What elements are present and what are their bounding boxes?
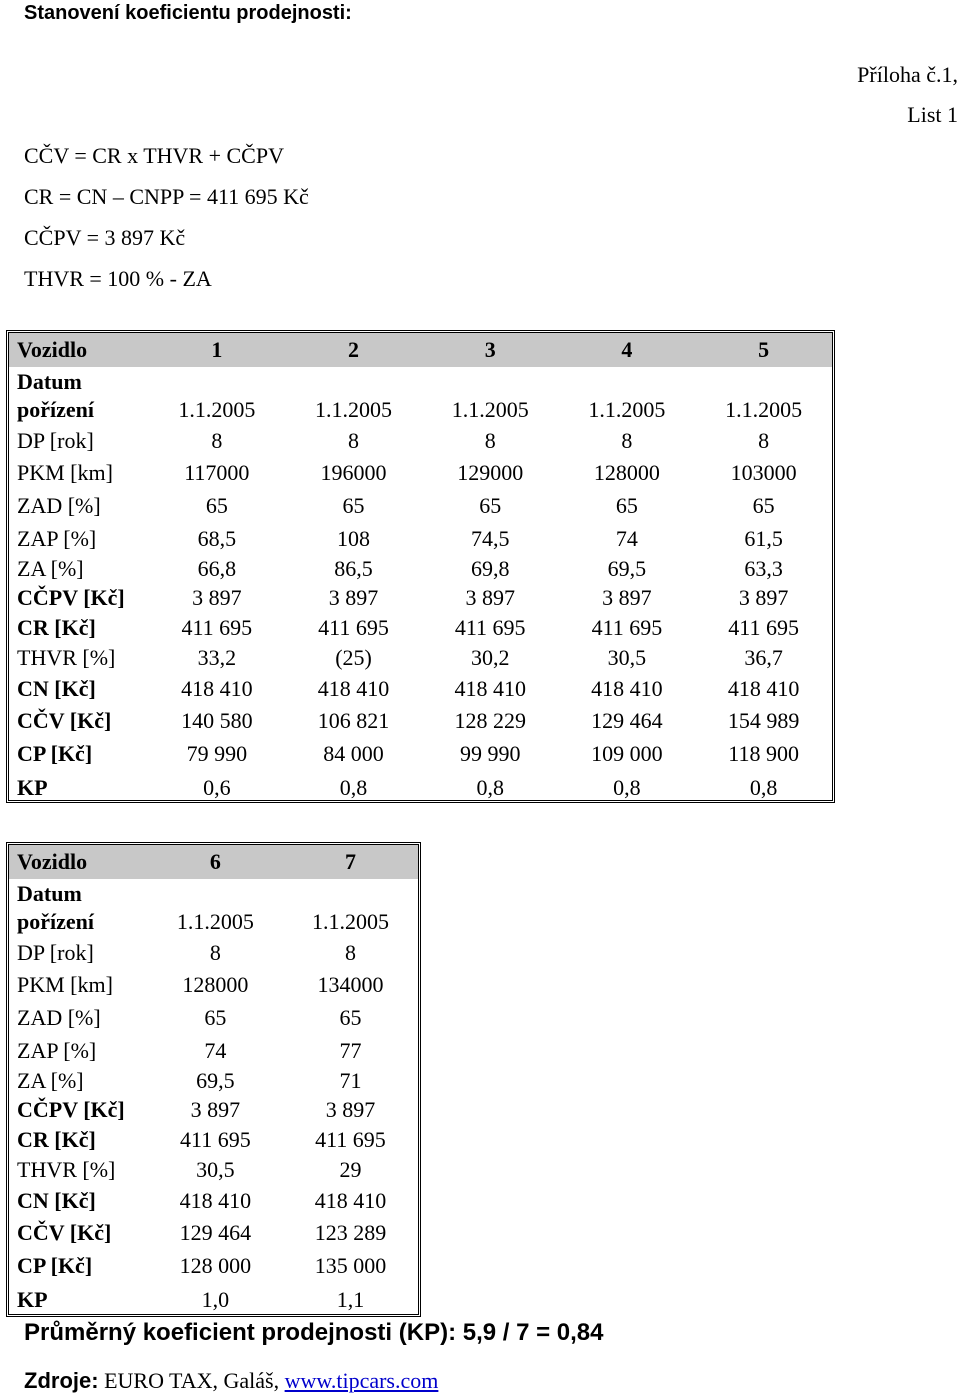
cell-value: 418 410	[727, 676, 800, 701]
cell-value: 411 695	[728, 615, 799, 640]
cell-value: 65	[204, 1005, 227, 1030]
vehicle-number: 5	[695, 333, 832, 367]
cell-value: 418 410	[454, 676, 526, 701]
cell-value: 118 900	[728, 741, 799, 766]
cell-value: 65	[479, 493, 502, 518]
row-label: CN [Kč]	[17, 676, 96, 701]
cell-value: 71	[339, 1068, 362, 1093]
row-label: KP	[17, 1287, 48, 1312]
cell-value: 3 897	[738, 585, 789, 610]
cell-value: 196000	[320, 460, 387, 485]
row-label: CČV [Kč]	[17, 1220, 112, 1245]
table-row	[9, 1125, 418, 1155]
table-row	[9, 613, 832, 643]
vehicle-number: 2	[285, 333, 422, 367]
cell-value: 30,2	[470, 645, 510, 670]
cell-value: 63,3	[744, 556, 783, 581]
cell-value: 0,8	[339, 775, 368, 800]
datum-value: 1.1.2005	[176, 909, 254, 934]
table-row	[9, 705, 832, 737]
header-label: Vozidlo	[9, 333, 148, 367]
average-coefficient-summary: Průměrný koeficient prodejnosti (KP): 5,9 / 7 = 0,84	[24, 1319, 604, 1346]
cell-value: 3 897	[328, 585, 379, 610]
table-row	[9, 457, 832, 489]
cell-value: 3 897	[190, 1097, 241, 1122]
cell-value: 8	[211, 428, 223, 453]
table-row	[9, 879, 418, 937]
sources-text: EURO TAX, Galáš,	[98, 1368, 285, 1393]
cell-value: 128 000	[179, 1253, 252, 1278]
cell-value: 30,5	[196, 1157, 235, 1182]
table-row	[9, 523, 832, 555]
vehicle-number: 3	[422, 333, 559, 367]
cell-value: 3 897	[602, 585, 652, 610]
formula-ccv: CČV = CR x THVR + CČPV	[24, 143, 284, 168]
cell-value: 69,8	[470, 556, 510, 581]
cell-value: 411 695	[181, 615, 253, 640]
cell-value: 65	[615, 493, 638, 518]
cell-value: 0,8	[749, 775, 778, 800]
cell-value: 418 410	[179, 1188, 252, 1213]
table-row	[9, 489, 832, 523]
cell-value: 103000	[730, 460, 797, 485]
vehicle-number: 1	[148, 333, 285, 367]
cell-value: 1,1	[336, 1287, 365, 1312]
table-header-row	[9, 845, 418, 879]
attachment-number: Příloha č.1,	[857, 62, 958, 87]
cell-value: 128 229	[454, 708, 526, 733]
cell-value: 129000	[457, 460, 524, 485]
table-row	[9, 969, 418, 1001]
cell-value: 8	[209, 940, 221, 965]
row-label: ZA [%]	[17, 1068, 84, 1093]
cell-value: 129 464	[591, 708, 663, 733]
datum-label-line2: pořízení	[17, 909, 94, 934]
sources-label: Zdroje:	[24, 1368, 99, 1393]
cell-value: 0,6	[203, 775, 231, 800]
cell-value: 69,5	[607, 556, 647, 581]
cell-value: 74	[615, 526, 638, 551]
table-row	[9, 1067, 418, 1095]
cell-value: 123 289	[314, 1220, 387, 1245]
row-label: CP [Kč]	[17, 741, 93, 766]
datum-label	[9, 879, 148, 937]
cell-value: 109 000	[591, 741, 663, 766]
datum-label-line1: Datum	[17, 369, 82, 394]
row-label: THVR [%]	[17, 1157, 116, 1182]
cell-value: 65	[339, 1005, 362, 1030]
datum-value: 1.1.2005	[311, 909, 389, 934]
table-row	[9, 737, 832, 771]
row-label: CR [Kč]	[17, 615, 96, 640]
datum-value: 1.1.2005	[451, 397, 529, 422]
cell-value: 135 000	[314, 1253, 387, 1278]
cell-value: (25)	[335, 645, 372, 670]
row-label: PKM [km]	[17, 460, 113, 485]
cell-value: 84 000	[323, 741, 384, 766]
cell-value: 411 695	[454, 615, 526, 640]
table-row	[9, 1185, 418, 1217]
cell-value: 99 990	[459, 741, 521, 766]
row-label: CR [Kč]	[17, 1127, 96, 1152]
table-row	[9, 673, 832, 705]
datum-value: 1.1.2005	[725, 397, 803, 422]
cell-value: 8	[344, 940, 356, 965]
datum-value: 1.1.2005	[588, 397, 666, 422]
cell-value: 36,7	[744, 645, 783, 670]
table-row	[9, 937, 418, 969]
datum-label-line2: pořízení	[17, 397, 94, 422]
cell-value: 33,2	[197, 645, 237, 670]
vehicle-number: 6	[148, 845, 283, 879]
row-label: ZAD [%]	[17, 1005, 101, 1030]
row-label: ZAD [%]	[17, 493, 101, 518]
cell-value: 3 897	[192, 585, 242, 610]
table-row	[9, 1217, 418, 1249]
cell-value: 8	[621, 428, 633, 453]
vehicle-number: 4	[559, 333, 696, 367]
cell-value: 106 821	[317, 708, 390, 733]
cell-value: 65	[205, 493, 228, 518]
page-title: Stanovení koeficientu prodejnosti:	[24, 2, 352, 24]
datum-value: 1.1.2005	[178, 397, 256, 422]
cell-value: 8	[484, 428, 496, 453]
row-label: PKM [km]	[17, 972, 113, 997]
cell-value: 411 695	[315, 1127, 386, 1152]
row-label: ZA [%]	[17, 556, 84, 581]
sources-link[interactable]: www.tipcars.com	[284, 1368, 439, 1393]
table1-grid	[9, 333, 832, 805]
table-header-row	[9, 333, 832, 367]
cell-value: 77	[339, 1038, 362, 1063]
formula-cr: CR = CN – CNPP = 411 695 Kč	[24, 184, 309, 209]
cell-value: 69,5	[196, 1068, 235, 1093]
row-label: ZAP [%]	[17, 1038, 97, 1063]
table2-grid	[9, 845, 418, 1317]
row-label: THVR [%]	[17, 645, 116, 670]
cell-value: 129 464	[179, 1220, 252, 1245]
attachment-sheet: List 1	[907, 102, 958, 127]
table-row	[9, 1283, 418, 1317]
cell-value: 68,5	[197, 526, 237, 551]
cell-value: 0,8	[476, 775, 504, 800]
table-row	[9, 425, 832, 457]
row-label: ZAP [%]	[17, 526, 97, 551]
datum-label-line1: Datum	[17, 881, 82, 906]
vehicle-table-2	[6, 842, 421, 1317]
table-row	[9, 771, 832, 805]
cell-value: 418 410	[317, 676, 390, 701]
formula-ccpv: CČPV = 3 897 Kč	[24, 225, 186, 250]
cell-value: 86,5	[334, 556, 373, 581]
datum-label	[9, 367, 148, 425]
cell-value: 134000	[317, 972, 384, 997]
table-row	[9, 1001, 418, 1035]
datum-value: 1.1.2005	[315, 397, 393, 422]
row-label: CP [Kč]	[17, 1253, 93, 1278]
cell-value: 0,8	[613, 775, 641, 800]
cell-value: 61,5	[744, 526, 783, 551]
table-row	[9, 1249, 418, 1283]
cell-value: 30,5	[607, 645, 647, 670]
cell-value: 140 580	[181, 708, 253, 733]
cell-value: 74,5	[470, 526, 510, 551]
table-row	[9, 583, 832, 613]
table-row	[9, 643, 832, 673]
row-label: CČPV [Kč]	[17, 585, 125, 610]
formula-thvr: THVR = 100 % - ZA	[24, 266, 212, 291]
header-label: Vozidlo	[9, 845, 148, 879]
sources-line	[24, 1366, 438, 1396]
cell-value: 128000	[182, 972, 249, 997]
cell-value: 411 695	[180, 1127, 251, 1152]
cell-value: 65	[342, 493, 365, 518]
cell-value: 8	[758, 428, 770, 453]
cell-value: 74	[204, 1038, 227, 1063]
row-label: CČV [Kč]	[17, 708, 112, 733]
table-row	[9, 367, 832, 425]
row-label: DP [rok]	[17, 428, 94, 453]
cell-value: 418 410	[591, 676, 663, 701]
cell-value: 154 989	[727, 708, 800, 733]
cell-value: 3 897	[465, 585, 515, 610]
table-row	[9, 1035, 418, 1067]
cell-value: 117000	[184, 460, 250, 485]
vehicle-number: 7	[283, 845, 418, 879]
row-label: CČPV [Kč]	[17, 1097, 125, 1122]
cell-value: 65	[752, 493, 775, 518]
cell-value: 128000	[593, 460, 660, 485]
cell-value: 411 695	[318, 615, 389, 640]
row-label: CN [Kč]	[17, 1188, 96, 1213]
cell-value: 411 695	[591, 615, 663, 640]
cell-value: 3 897	[325, 1097, 376, 1122]
table-row	[9, 555, 832, 583]
cell-value: 418 410	[181, 676, 253, 701]
table-row	[9, 1155, 418, 1185]
row-label: DP [rok]	[17, 940, 94, 965]
cell-value: 8	[348, 428, 360, 453]
cell-value: 1,0	[201, 1287, 230, 1312]
cell-value: 29	[339, 1157, 362, 1182]
row-label: KP	[17, 775, 48, 800]
cell-value: 418 410	[314, 1188, 387, 1213]
cell-value: 108	[337, 526, 371, 551]
table-row	[9, 1095, 418, 1125]
vehicle-table-1	[6, 330, 835, 803]
cell-value: 66,8	[197, 556, 237, 581]
cell-value: 79 990	[186, 741, 248, 766]
